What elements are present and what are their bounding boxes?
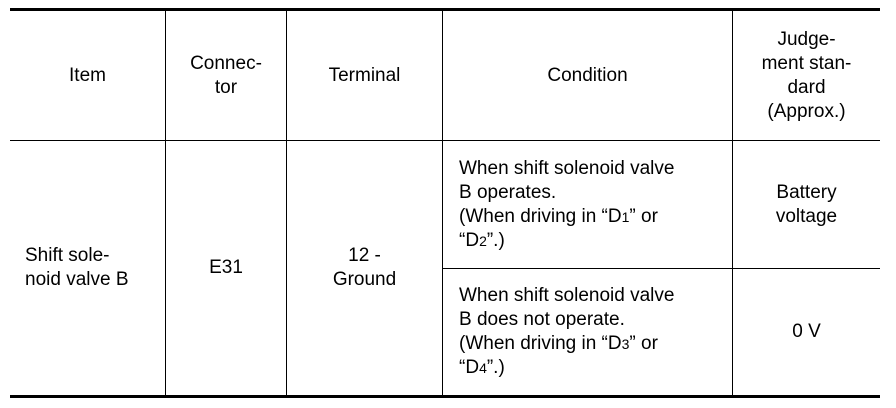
cell-terminal: 12 - Ground	[287, 141, 443, 397]
header-terminal: Terminal	[287, 10, 443, 141]
cell-condition-not-operate: When shift solenoid valve B does not operate. (When driving in “D3” or “D4”.)	[443, 269, 733, 397]
header-judgement-standard: Judge- ment stan- dard (Approx.)	[733, 10, 881, 141]
cell-connector: E31	[166, 141, 287, 397]
header-item: Item	[10, 10, 166, 141]
cell-condition-operates: When shift solenoid valve B operates. (When driving in “D1” or “D2”.)	[443, 141, 733, 269]
inspection-table	[10, 8, 880, 398]
header-connector: Connec- tor	[166, 10, 287, 141]
cell-item: Shift sole- noid valve B	[10, 141, 166, 397]
table-row	[10, 141, 880, 269]
inspection-table-container	[10, 8, 876, 398]
cell-standard-battery-voltage: Battery voltage	[733, 141, 881, 269]
cell-standard-zero-volts: 0 V	[733, 269, 881, 397]
header-row	[10, 10, 880, 141]
header-condition: Condition	[443, 10, 733, 141]
